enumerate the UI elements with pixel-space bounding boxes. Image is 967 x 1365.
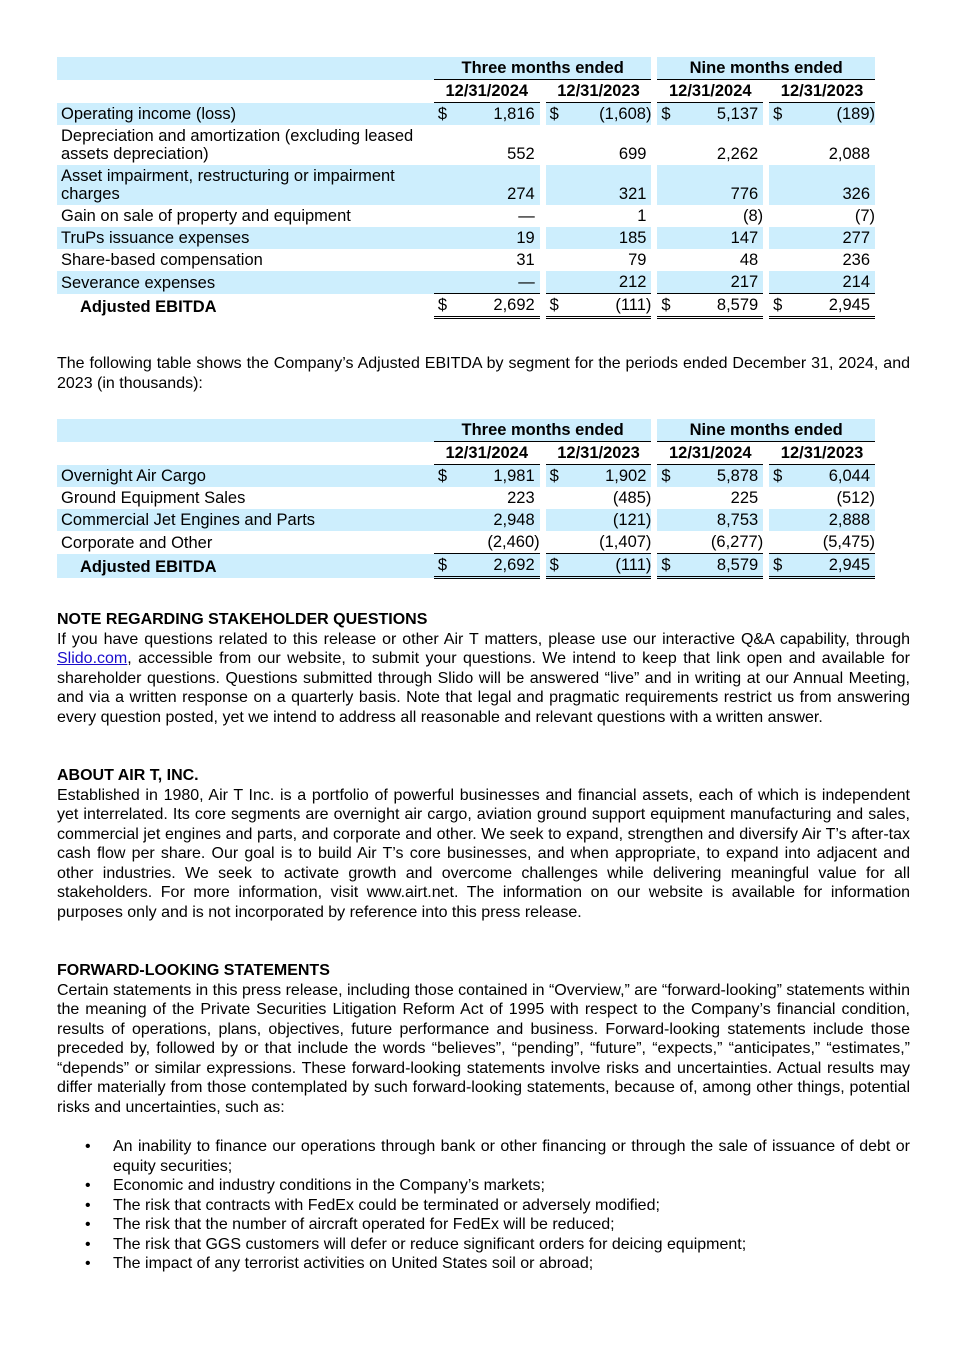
- value: (111): [615, 556, 652, 574]
- value-cell: [434, 271, 540, 294]
- header-nine-months: Nine months ended: [657, 419, 875, 442]
- date-row: [57, 442, 875, 465]
- date-header: 12/31/2024: [657, 80, 763, 103]
- value: 274: [507, 185, 535, 203]
- value: (512): [836, 489, 875, 507]
- dollar-sign: $: [437, 467, 448, 485]
- value-cell: [769, 531, 875, 554]
- note-heading: NOTE REGARDING STAKEHOLDER QUESTIONS: [57, 611, 428, 628]
- value-cell: [434, 294, 540, 318]
- value-cell: [769, 227, 875, 249]
- value: 225: [730, 489, 759, 507]
- value-cell: [769, 294, 875, 318]
- value: (189): [836, 105, 875, 123]
- value-cell: [657, 465, 763, 488]
- value-cell: [434, 125, 540, 165]
- table-row: [57, 509, 875, 531]
- value-cell: [769, 554, 875, 578]
- value-cell: [657, 271, 763, 294]
- dollar-sign: $: [549, 556, 559, 574]
- ebitda-segment-table: [57, 419, 875, 579]
- value: 185: [618, 229, 647, 247]
- table-row: [57, 227, 875, 249]
- value: (2,460): [487, 533, 540, 551]
- row-label: Share-based compensation: [61, 251, 263, 269]
- value-cell: [546, 554, 652, 578]
- bullet-icon: •: [85, 1235, 91, 1253]
- value: 2,692: [493, 556, 535, 574]
- header-three-months: Three months ended: [434, 57, 652, 80]
- value-cell: [546, 103, 652, 126]
- value: 326: [842, 185, 870, 203]
- row-label: Adjusted EBITDA: [80, 297, 217, 316]
- dollar-sign: $: [661, 105, 671, 123]
- dollar-sign: $: [773, 556, 783, 574]
- date-header: 12/31/2024: [434, 80, 540, 103]
- note-text: [57, 630, 910, 728]
- header-blank: [57, 57, 434, 80]
- value-cell: [769, 125, 875, 165]
- note-text-before: If you have questions related to this release or other Air T matters, please use our interactive Q&A capability, through: [57, 630, 910, 648]
- value: 2,692: [493, 296, 535, 314]
- slido-link[interactable]: Slido.com: [57, 650, 128, 667]
- value-cell: [546, 531, 652, 554]
- header-row: [57, 57, 875, 80]
- date-header: 12/31/2023: [546, 80, 652, 103]
- value: 552: [507, 145, 535, 163]
- forward-heading: FORWARD-LOOKING STATEMENTS: [57, 962, 330, 979]
- risk-list: [57, 1137, 910, 1274]
- bullet-icon: •: [85, 1177, 91, 1194]
- value: 2,945: [828, 296, 870, 314]
- risk-text: Economic and industry conditions in the Company’s markets;: [113, 1177, 545, 1194]
- bullet-icon: •: [85, 1138, 91, 1155]
- value-cell: [769, 103, 875, 126]
- dollar-sign: $: [773, 105, 783, 123]
- value-cell: [657, 554, 763, 578]
- value-cell: [657, 509, 763, 531]
- date-blank: [57, 442, 434, 465]
- row-label: Severance expenses: [57, 271, 434, 294]
- value-cell: [657, 227, 763, 249]
- value-cell: [546, 249, 652, 271]
- table-row: [57, 103, 875, 126]
- table-row: [57, 205, 875, 227]
- value: 699: [618, 145, 647, 163]
- value-cell: [546, 165, 652, 205]
- value-cell: [434, 249, 540, 271]
- value-cell: [657, 294, 763, 318]
- value-cell: [434, 165, 540, 205]
- value-cell: [434, 554, 540, 578]
- value: 2,948: [493, 511, 535, 529]
- value: (121): [612, 511, 652, 529]
- value: 5,137: [716, 105, 759, 123]
- value-cell: [769, 249, 875, 271]
- value: (485): [612, 489, 652, 507]
- value-cell: [769, 465, 875, 488]
- value-cell: [434, 531, 540, 554]
- value-cell: [657, 249, 763, 271]
- dollar-sign: $: [437, 556, 448, 574]
- value: (1,608): [599, 105, 652, 123]
- risk-list-item: [57, 1196, 910, 1216]
- value-cell: [769, 165, 875, 205]
- value: 776: [730, 185, 759, 203]
- value: 2,262: [716, 145, 759, 163]
- value-cell: [434, 227, 540, 249]
- value-cell: [657, 205, 763, 227]
- header-blank: [57, 419, 434, 442]
- risk-text: The risk that contracts with FedEx could be terminated or adversely modified;: [113, 1196, 660, 1214]
- value-cell: [434, 103, 540, 126]
- value-cell: [546, 487, 652, 509]
- date-header: 12/31/2023: [546, 442, 652, 465]
- value: 147: [730, 229, 759, 247]
- row-label: TruPs issuance expenses: [57, 227, 434, 249]
- value: (8): [743, 207, 764, 225]
- value: 236: [842, 251, 870, 269]
- value-cell: [546, 125, 652, 165]
- value: (1,407): [599, 533, 652, 551]
- forward-text: Certain statements in this press release, including those contained in “Overview,” are “forward-looking” statements within the meaning of the Private Securities Litigation Reform Act of 1995 with respect to the Company’s financial condition, results of operations, plans, objectives, future performance and business. Forward-looking statements include those preceded by, followed by or that include the words “believes”, “pending”, “future”, “expects,” “anticipates,” “estimates,” “depends” or similar expressions. These forward-looking statements involve risks and uncertainties. Actual results may differ materially from those contemplated by such forward-looking statements, because of, among other things, potential risks and uncertainties, such as:: [57, 981, 910, 1116]
- note-text-after: , accessible from our website, to submit your questions. We intend to keep that link open and available for shareholder questions. Questions submitted through Slido will be answered “live” and in writing at our Annual Meeting, and via a written response on a quarterly basis. Note that legal and pragmatic requirements restrict us from answering every question posted, yet we intend to address all reasonable and relevant questions with a written answer.: [57, 650, 910, 726]
- table-row: [57, 531, 875, 554]
- value-cell: [546, 465, 652, 488]
- forward-section: [57, 961, 910, 1274]
- value-cell: [434, 487, 540, 509]
- value: 212: [618, 273, 647, 291]
- bullet-icon: •: [85, 1255, 91, 1272]
- intro-paragraph: [57, 354, 910, 393]
- row-label: Ground Equipment Sales: [61, 489, 246, 507]
- about-heading: ABOUT AIR T, INC.: [57, 767, 199, 784]
- risk-list-item: [57, 1254, 910, 1274]
- value: 1,902: [605, 467, 647, 485]
- value-cell: [769, 487, 875, 509]
- dollar-sign: $: [437, 105, 448, 123]
- dollar-sign: $: [549, 105, 559, 123]
- row-label: Asset impairment, restructuring or impairment charges: [57, 165, 434, 205]
- value: —: [518, 273, 535, 291]
- value: 321: [618, 185, 647, 203]
- row-label: Operating income (loss): [57, 103, 434, 126]
- about-section: [57, 766, 910, 922]
- value: 223: [507, 489, 535, 507]
- value: 2,945: [828, 556, 870, 574]
- date-header: 12/31/2024: [434, 442, 540, 465]
- row-label: Depreciation and amortization (excluding leased assets depreciation): [61, 127, 414, 163]
- value: 214: [842, 273, 870, 291]
- ebitda-reconciliation-table: [57, 57, 875, 319]
- date-header: 12/31/2023: [769, 442, 875, 465]
- bullet-icon: •: [85, 1196, 91, 1214]
- row-label: Commercial Jet Engines and Parts: [57, 509, 434, 531]
- value: (6,277): [710, 533, 764, 551]
- dollar-sign: $: [773, 467, 783, 485]
- value-cell: [434, 509, 540, 531]
- value: 5,878: [716, 467, 759, 485]
- bullet-icon: •: [85, 1216, 91, 1233]
- value-cell: [546, 294, 652, 318]
- value-cell: [657, 165, 763, 205]
- value-cell: [657, 103, 763, 126]
- date-row: [57, 80, 875, 103]
- table-row: [57, 487, 875, 509]
- value: 48: [739, 251, 759, 269]
- value-cell: [657, 125, 763, 165]
- risk-list-item: [57, 1137, 910, 1176]
- table-row: [57, 465, 875, 488]
- value-cell: [546, 205, 652, 227]
- about-text: Established in 1980, Air T Inc. is a portfolio of powerful businesses and financial assets, each of which is independent yet interrelated. Its core segments are overnight air cargo, aviation ground support equipment manufacturing and sales, commercial jet engines and parts, and corporate and other. We seek to expand, strengthen and diversify Air T’s after-tax cash flow per share. Our goal is to build Air T’s core businesses, and when appropriate, to expand into adjacent and other industries. We seek to activate growth and overcome challenges while delivering meaningful value for all stakeholders. For more information, visit www.airt.net. The information on our website is available for information purposes only and is not incorporated by reference into this press release.: [57, 786, 910, 921]
- dollar-sign: $: [549, 296, 559, 314]
- value: 2,888: [828, 511, 870, 529]
- note-section: [57, 610, 910, 727]
- value: (7): [854, 207, 875, 225]
- row-label: Adjusted EBITDA: [57, 554, 434, 578]
- value: 8,579: [716, 296, 759, 314]
- dollar-sign: $: [437, 296, 448, 314]
- table-row: [57, 249, 875, 271]
- risk-list-item: [57, 1215, 910, 1235]
- total-row: [57, 294, 875, 318]
- value: 2,088: [828, 145, 870, 163]
- risk-text: An inability to finance our operations through bank or other financing or through the sale of issuance of debt or equity securities;: [113, 1138, 910, 1175]
- value: 1,816: [493, 105, 535, 123]
- value: 277: [842, 229, 870, 247]
- intro-text: The following table shows the Company’s Adjusted EBITDA by segment for the periods ended December 31, 2024, and 2023 (in thousands):: [57, 355, 910, 392]
- header-row: [57, 419, 875, 442]
- value-cell: [657, 487, 763, 509]
- value-cell: [769, 271, 875, 294]
- table-row: [57, 125, 875, 165]
- value: —: [518, 207, 535, 225]
- value: (5,475): [822, 533, 875, 551]
- risk-text: The risk that GGS customers will defer or reduce significant orders for deicing equipment;: [113, 1235, 747, 1253]
- value-cell: [769, 509, 875, 531]
- value-cell: [434, 465, 540, 488]
- dollar-sign: $: [661, 467, 671, 485]
- value: 1,981: [493, 467, 535, 485]
- value: 1: [637, 207, 647, 225]
- value: 79: [628, 251, 647, 269]
- value-cell: [546, 227, 652, 249]
- row-label: Corporate and Other: [61, 533, 213, 552]
- value: 31: [516, 251, 535, 269]
- dollar-sign: $: [549, 467, 559, 485]
- date-blank: [57, 80, 434, 103]
- value: 217: [730, 273, 759, 291]
- table-row: [57, 271, 875, 294]
- header-nine-months: Nine months ended: [657, 57, 875, 80]
- value-cell: [769, 205, 875, 227]
- dollar-sign: $: [661, 556, 671, 574]
- risk-list-item: [57, 1176, 910, 1196]
- value: 6,044: [828, 467, 870, 485]
- table-row: [57, 165, 875, 205]
- value: (111): [615, 296, 652, 314]
- dollar-sign: $: [661, 296, 671, 314]
- date-header: 12/31/2023: [769, 80, 875, 103]
- value: 19: [516, 229, 535, 247]
- value: 8,753: [716, 511, 759, 529]
- date-header: 12/31/2024: [657, 442, 763, 465]
- header-three-months: Three months ended: [434, 419, 652, 442]
- risk-text: The risk that the number of aircraft operated for FedEx will be reduced;: [113, 1216, 615, 1233]
- value: 8,579: [716, 556, 759, 574]
- value-cell: [546, 509, 652, 531]
- risk-list-item: [57, 1235, 910, 1255]
- value-cell: [657, 531, 763, 554]
- risk-text: The impact of any terrorist activities on United States soil or abroad;: [113, 1255, 594, 1272]
- dollar-sign: $: [773, 296, 783, 314]
- row-label: Overnight Air Cargo: [57, 465, 434, 488]
- value-cell: [434, 205, 540, 227]
- total-row: [57, 554, 875, 578]
- value-cell: [546, 271, 652, 294]
- row-label: Gain on sale of property and equipment: [61, 207, 351, 225]
